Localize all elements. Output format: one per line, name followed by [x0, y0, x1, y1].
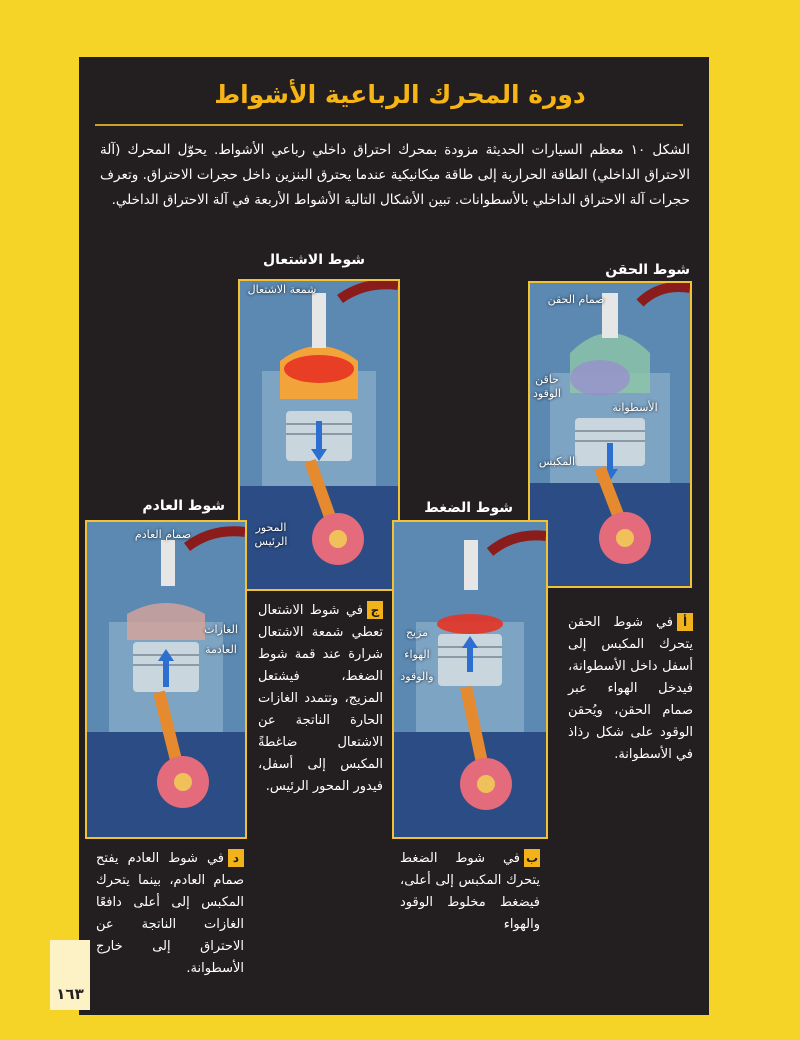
- piston-label: المكبس: [538, 455, 576, 468]
- engine-illustration: [87, 522, 245, 837]
- compression-caption-text: في شوط الضغط يتحرك المكبس إلى أعلى، فيضغط مخلوط الوقود والهواء: [400, 851, 540, 932]
- exhaust-gases-label: الغازات العادمة: [204, 623, 238, 656]
- air-fuel-mixture-label: مزيج الهواء والوقود: [400, 626, 434, 683]
- compression-caption: [400, 848, 540, 936]
- intake-stroke-title: شوط الحقن: [605, 262, 690, 278]
- cylinder-label: الأسطوانة: [612, 401, 658, 414]
- title-divider: [95, 124, 683, 126]
- intake-caption: [568, 612, 693, 766]
- intake-valve-label: صمام الحقن: [547, 293, 605, 306]
- badge-b: ب: [525, 851, 539, 865]
- crankshaft-label: المحور الرئيس: [254, 521, 288, 548]
- exhaust-caption: [96, 848, 244, 980]
- ignition-caption-text: في شوط الاشتعال تعطي شمعة الاشتعال شرارة عند قمة شوط الضغط، فيشتعل المزيج، وتتمدد الغازات الحارة الناتجة عن الاشتعال ضاغطةً المكبس إلى أسفل، فيدور المحور الرئيس.: [258, 603, 383, 794]
- badge-a: أ: [677, 613, 693, 631]
- compression-stroke-title: شوط الضغط: [424, 500, 513, 516]
- ignition-stroke-diagram: [238, 279, 400, 591]
- intro-paragraph: الشكل ١٠ معظم السيارات الحديثة مزودة بمحرك احتراق داخلي رباعي الأشواط. يحوّل المحرك (آلة الاحتراق الداخلي) الطاقة الحرارية إلى طاقة ميكانيكية عندما يحترق البنزين داخل حجرات الاحتراق. وتعرف حجرات آلة الاحتراق الداخلي بالأسطوانات. تبين الأشكال التالية الأشواط الأربعة في آلة الاحتراق الداخلي.: [100, 142, 690, 208]
- intake-stroke-diagram: [528, 281, 692, 588]
- fuel-injector-label: حاقن الوقود: [533, 373, 561, 400]
- badge-d: د: [228, 849, 244, 867]
- badge-c: ج: [367, 601, 383, 619]
- page-number: ١٦٣: [56, 985, 84, 1003]
- exhaust-stroke-title: شوط العادم: [142, 498, 225, 514]
- ignition-stroke-title: شوط الاشتعال: [263, 252, 365, 268]
- exhaust-stroke-diagram: [85, 520, 247, 839]
- exhaust-caption-text: في شوط العادم يفتح صمام العادم، بينما يتحرك المكبس إلى أعلى دافعًا الغازات الناتجة عن الاحتراق إلى خارج الأسطوانة.: [96, 851, 244, 976]
- spark-plug-label: شمعة الاشتعال: [247, 283, 317, 296]
- compression-stroke-diagram: [392, 520, 548, 839]
- page-title: دورة المحرك الرباعية الأشواط: [214, 80, 586, 109]
- exhaust-valve-label: صمام العادم: [134, 528, 192, 541]
- intake-caption-text: في شوط الحقن يتحرك المكبس إلى أسفل داخل الأسطوانة، فيدخل الهواء عبر صمام الحقن، ويُحقن الوقود على شكل رذاذ في الأسطوانة.: [568, 615, 693, 762]
- ignition-caption: [258, 600, 383, 798]
- engine-illustration: [530, 283, 690, 586]
